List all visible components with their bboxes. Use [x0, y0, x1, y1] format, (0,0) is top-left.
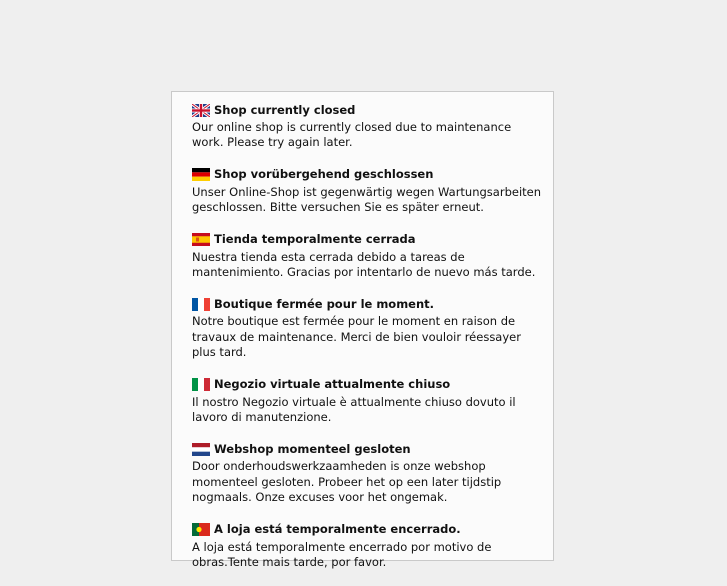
- spain-flag-icon: [192, 233, 210, 246]
- germany-flag-icon: [192, 168, 210, 181]
- notice-title: Shop currently closed: [214, 102, 356, 117]
- notice-message: A loja está temporalmente encerrado por motivo de obras.Tente mais tarde, por favor.: [192, 539, 492, 570]
- notice-spanish: [192, 231, 542, 281]
- notice-title: Webshop momenteel gesloten: [214, 441, 411, 456]
- france-flag-icon: [192, 298, 210, 311]
- notice-message: Nuestra tienda esta cerrada debido a tareas de mantenimiento. Gracias por intentarlo de nuevo más tarde.: [192, 249, 536, 280]
- notice-title: Tienda temporalmente cerrada: [214, 232, 416, 247]
- notice-message: Il nostro Negozio virtuale è attualmente chiuso dovuto il lavoro di manutenzione.: [192, 394, 516, 425]
- portugal-flag-icon: [192, 523, 210, 536]
- notice-title: Shop vorübergehend geschlossen: [214, 167, 434, 182]
- maintenance-panel: [171, 91, 554, 570]
- netherlands-flag-icon: [192, 443, 210, 456]
- notice-message: Unser Online-Shop ist gegenwärtig wegen Wartungsarbeiten geschlossen. Bitte versuchen Sie es später erneut.: [192, 184, 542, 215]
- notice-portuguese: [192, 521, 542, 571]
- notice-italian: [192, 376, 542, 426]
- italy-flag-icon: [192, 378, 210, 391]
- notice-dutch: [192, 440, 542, 505]
- notice-message: Our online shop is currently closed due to maintenance work. Please try again later.: [192, 120, 512, 150]
- notice-message: Notre boutique est fermée pour le moment en raison de travaux de maintenance. Merci de bien vouloir réessayer plus tard.: [192, 314, 521, 360]
- notice-message: Door onderhoudswerkzaamheden is onze webshop momenteel gesloten. Probeer het op een later tijdstip nogmaals. Onze excuses voor het ongemak.: [192, 459, 502, 505]
- uk-flag-icon: [192, 104, 210, 117]
- notice-title: Negozio virtuale attualmente chiuso: [214, 377, 451, 392]
- notice-english: [192, 101, 542, 151]
- notice-title: Boutique fermée pour le moment.: [214, 296, 435, 311]
- notice-list: [192, 101, 542, 586]
- notice-french: [192, 295, 542, 360]
- notice-german: [192, 166, 542, 216]
- notice-title: A loja está temporalmente encerrado.: [214, 522, 461, 537]
